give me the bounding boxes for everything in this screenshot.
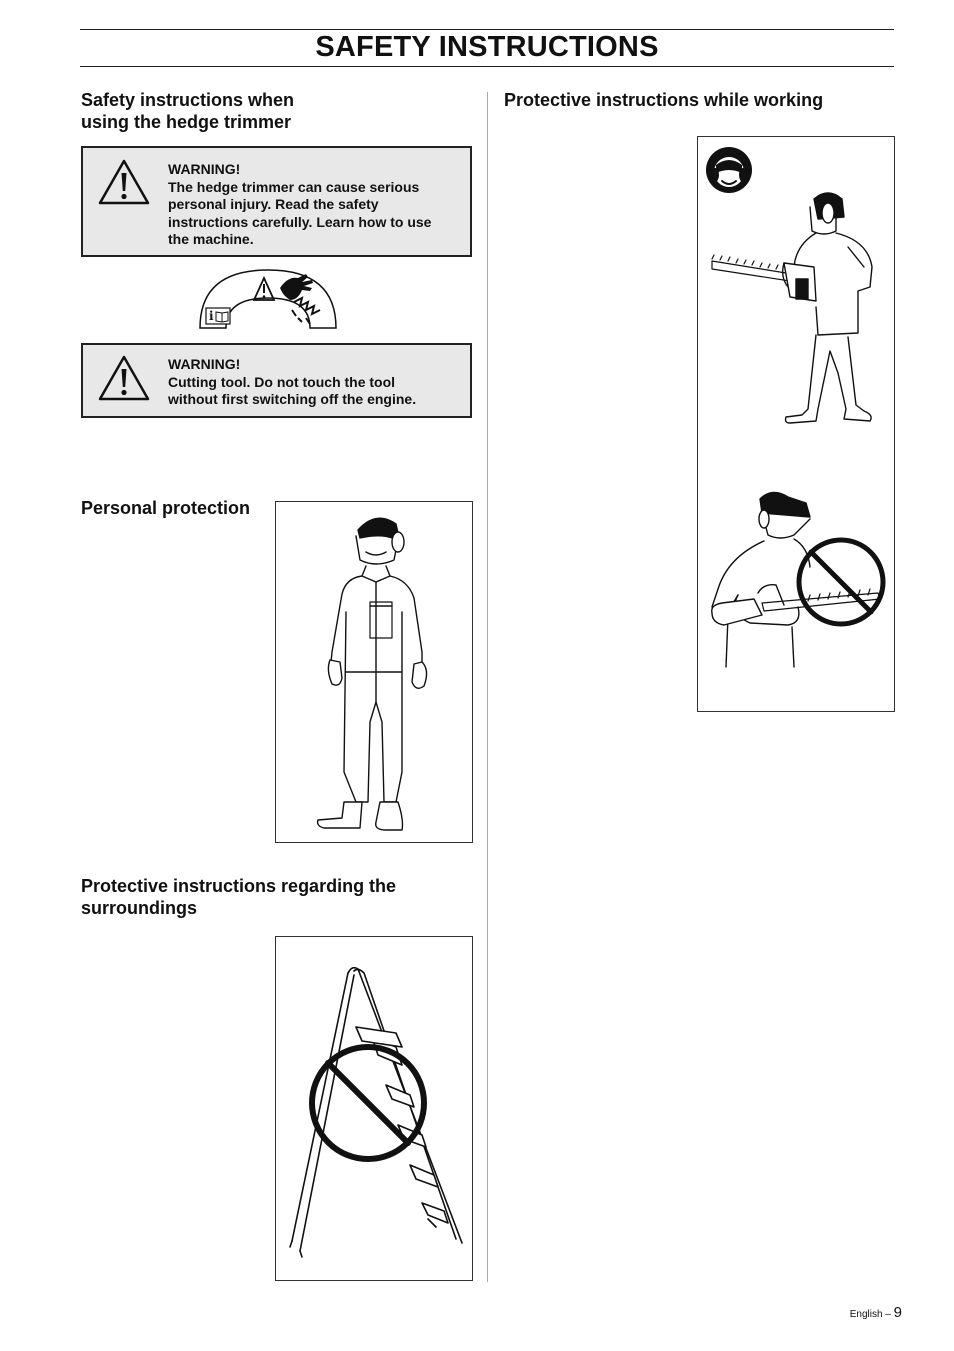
- page-number: 9: [893, 1304, 902, 1321]
- section-heading-personal-protection: Personal protection: [81, 498, 251, 518]
- warning-text: WARNING! The hedge trimmer can cause serious personal injury. Read the safety instructions carefully. Learn how to use the machine.: [168, 161, 460, 249]
- illustration-working-safely: [697, 136, 895, 712]
- illustration-protective-clothing: [275, 501, 473, 843]
- ear-eye-protection-icon: [706, 147, 752, 193]
- warning-box-cutting-tool: [81, 343, 472, 418]
- column-divider: [487, 92, 488, 1282]
- page-footer: [850, 1304, 902, 1321]
- warning-label: WARNING!: [168, 356, 241, 372]
- warning-triangle-icon: [97, 354, 151, 402]
- warning-label: WARNING!: [168, 161, 241, 177]
- cutting-hazard-decal-icon: [198, 268, 338, 330]
- section-heading-surroundings: Protective instructions regarding the surroundings: [81, 876, 397, 918]
- section-heading-while-working: Protective instructions while working: [504, 90, 824, 110]
- warning-text: WARNING! Cutting tool. Do not touch the tool without first switching off the engine.: [168, 356, 460, 409]
- warning-box-serious-injury: [81, 146, 472, 257]
- top-rule: [80, 29, 894, 30]
- page-title: SAFETY INSTRUCTIONS: [315, 31, 659, 63]
- footer-language: English –: [849, 1309, 894, 1320]
- section-heading-hedge-trimmer: Safety instructions when using the hedge trimmer: [81, 90, 295, 132]
- svg-text:i: i: [209, 309, 214, 323]
- title-underline: [80, 66, 894, 67]
- illustration-no-ladder: [275, 936, 473, 1281]
- warning-triangle-icon: [97, 158, 151, 206]
